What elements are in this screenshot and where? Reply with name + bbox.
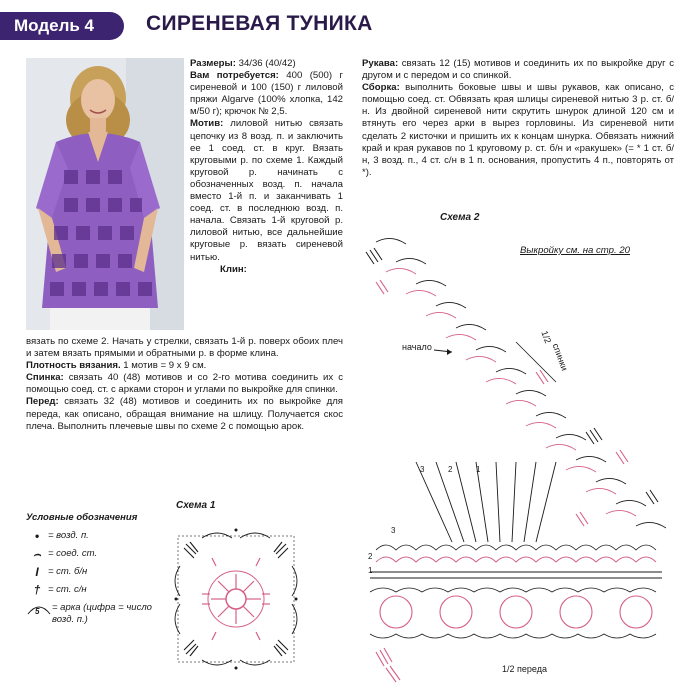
- pattern-reference: Выкройку см. на стр. 20: [520, 245, 630, 256]
- double-crochet-icon: †: [33, 583, 41, 597]
- materials-column: [190, 58, 343, 276]
- legend-text: = арка (цифра = число возд. п.): [52, 602, 152, 625]
- sizes-label: Размеры:: [190, 58, 236, 69]
- assembly-label: Сборка:: [362, 82, 400, 94]
- legend-item: [26, 548, 166, 560]
- wedge-label: Клин:: [220, 263, 247, 275]
- legend-text: = ст. с/н: [48, 584, 87, 595]
- sizes-text: 34/36 (40/42): [238, 58, 296, 69]
- legend: [26, 512, 166, 632]
- assembly-text: выполнить боковые швы и швы рукавов, как описано, с помощью соед. ст. Обвязать края шлицы сиреневой нитью 3 р. ст. б/н. Из двойной сиреневой нити скрутить шнурок длиной 120 см и втянуть его через арки в вырез горловины. Из сиреневой нити сделать 2 кисточки и пришить их к концам шнурка. Обвязать нижний край и края рукавов по 1 круговому р. ст. б/н и «ракушек» (= * 1 ст. б/н, 3 возд. п., 4 ст. с/н в 1 п. основания, пропустить 4 п., повторять от *).: [362, 82, 674, 178]
- row-number: 1: [476, 465, 481, 474]
- chain-stitch-icon: •: [34, 529, 40, 543]
- row-number: 1: [368, 566, 373, 575]
- instructions-block: [26, 336, 343, 433]
- legend-text: = ст. б/н: [48, 566, 88, 577]
- schema1-chart: [172, 514, 300, 692]
- half-back-label-1: 1/2: [539, 329, 554, 345]
- materials-text: 400 (500) г сиреневой и 100 (150) г лиловой пряжи Algarve (100% хлопка, 142 м/50 г); крючок № 2,5.: [190, 70, 343, 118]
- model-label: Модель 4: [14, 16, 94, 35]
- start-label: начало: [402, 342, 432, 352]
- arch-number: 5: [35, 607, 40, 616]
- row-number: 3: [391, 526, 396, 535]
- materials-label: Вам потребуется:: [190, 70, 279, 82]
- model-photo: [26, 58, 184, 330]
- legend-title: Условные обозначения: [26, 512, 138, 523]
- half-back-label-2: спинки: [550, 341, 570, 373]
- front-label: Перед:: [26, 396, 59, 408]
- schema1-label: Схема 1: [176, 500, 216, 511]
- motif-text: лиловой нитью связать цепочку из 8 возд. п. и заключить ее 1 соед. ст. в круг. Вязать круговыми р. по схеме 1. Каждый круговой р. начинать с обозначенных возд. п. начала вместо 1-й п. и заканчивать 1 соед. ст. в последнюю возд. п. начала. Связать 1-й круговой р. лиловой нитью, все дальнейшие круговые р. вязать сиреневой нитью.: [190, 118, 343, 263]
- tunic-photo-illustration: [26, 58, 184, 330]
- schema2-label: Схема 2: [440, 212, 480, 223]
- schema2-chart: [356, 222, 686, 692]
- legend-item: [26, 530, 166, 542]
- slip-stitch-icon: ⌢: [33, 547, 41, 561]
- legend-item: [26, 584, 166, 596]
- single-crochet-icon: I: [35, 565, 39, 579]
- row-number: 3: [420, 465, 425, 474]
- sleeves-label: Рукава:: [362, 58, 399, 69]
- page-title: СИРЕНЕВАЯ ТУНИКА: [146, 12, 373, 35]
- legend-item: [26, 566, 166, 578]
- motif-label: Мотив:: [190, 118, 224, 130]
- legend-text: = соед. ст.: [48, 548, 98, 559]
- wedge-text: вязать по схеме 2. Начать у стрелки, связать 1-й р. поверх обоих плеч и затем вязать прямыми и обратными р. в форме клина.: [26, 336, 343, 360]
- row-number: 2: [368, 552, 373, 561]
- back-text: связать 40 (48) мотивов и со 2-го мотива соединить их с помощью соед. ст. с арками сторон и углами по выкройке для спинки.: [26, 372, 343, 396]
- legend-item: [26, 602, 166, 626]
- front-text: связать 32 (48) мотивов и соединить их по выкройке для переда, как описано, обращая внимание на шлицу. Получается скос плеча. Выполнить плечевые швы по схеме 2 с помощью арок.: [26, 396, 343, 432]
- back-label: Спинка:: [26, 372, 64, 384]
- density-label: Плотность вязания.: [26, 360, 121, 372]
- assembly-column: [362, 58, 674, 179]
- model-tab: [0, 12, 124, 40]
- arch-icon: [26, 602, 52, 618]
- sleeves-text: связать 12 (15) мотивов и соединить их по выкройке друг с другом и с передом и со спинкой.: [362, 58, 675, 82]
- legend-text: = возд. п.: [48, 530, 89, 541]
- row-number: 2: [448, 465, 453, 474]
- density-text: 1 мотив = 9 х 9 см.: [123, 360, 207, 372]
- half-front-label: 1/2 переда: [502, 664, 547, 674]
